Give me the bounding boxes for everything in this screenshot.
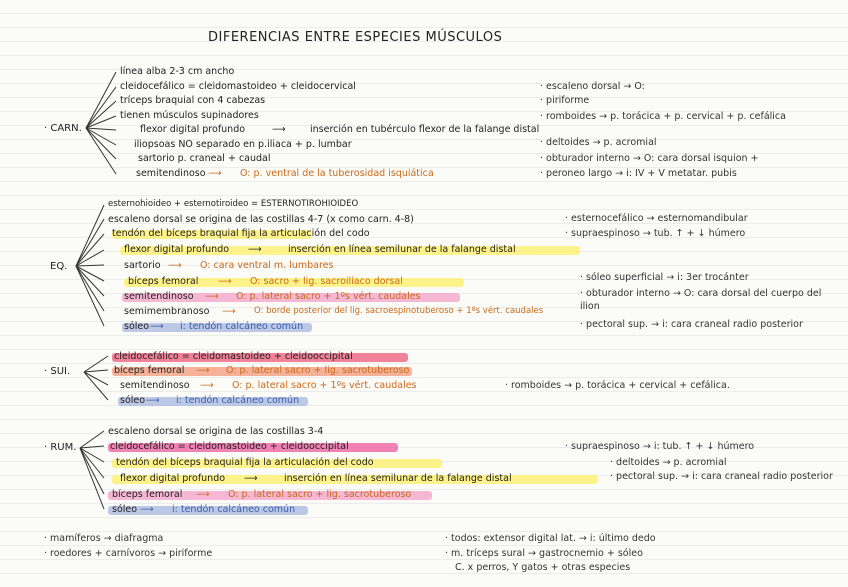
eq-side-note: · obturador interno → O: cara dorsal del cuerpo del ilion: [580, 288, 822, 312]
rum-line: flexor digital profundo: [120, 473, 226, 484]
eq-arrow: ⟶: [205, 291, 219, 302]
eq-arrow: ⟶: [150, 321, 164, 332]
sui-line: bíceps femoral: [114, 365, 185, 376]
rum-line: escaleno dorsal se origina de las costillas 3-4: [108, 426, 324, 437]
sui-line: sóleo: [120, 395, 146, 406]
rum-line: cleidocefálico = cleidomastoideo + cleidooccipital: [110, 441, 349, 452]
eq-line-detail: i: tendón calcáneo común: [180, 321, 304, 332]
rum-line-detail: inserción en línea semilunar de la falange distal: [284, 473, 512, 484]
rum-line: bíceps femoral: [112, 489, 183, 500]
carn-line: sartorio p. craneal + caudal: [138, 153, 271, 164]
eq-line: escaleno dorsal se origina de las costillas 4-7 (x como carn. 4-8): [108, 214, 414, 225]
carn-line: flexor digital profundo: [140, 124, 246, 135]
rum-side-note: · deltoides → p. acromial: [610, 457, 727, 468]
eq-arrow: ⟶: [248, 244, 262, 255]
section-label-carn: · CARN.: [44, 123, 82, 134]
section-label-eq: EQ.: [50, 261, 68, 272]
eq-line: semitendinoso: [124, 291, 194, 302]
page-title: DIFERENCIAS ENTRE ESPECIES MÚSCULOS: [208, 30, 503, 45]
carn-line: tríceps braquial con 4 cabezas: [120, 95, 266, 106]
sui-line: cleidocefálico = cleidomastoideo + cleidooccipital: [114, 351, 353, 362]
section-label-rum: · RUM.: [44, 442, 77, 453]
rum-arrow: ⟶: [244, 473, 258, 484]
eq-line: tendón del bíceps braquial fija la articulación del codo: [112, 228, 370, 239]
carn-side-note: · peroneo largo → i: IV + V metatar. pubis: [540, 168, 737, 179]
carn-line-detail: O: p. ventral de la tuberosidad isquiática: [240, 168, 434, 179]
sui-arrow: ⟶: [146, 395, 160, 406]
carn-line: línea alba 2-3 cm ancho: [120, 66, 235, 77]
eq-line-detail: O: p. lateral sacro + 1ºs vért. caudales: [236, 291, 421, 302]
eq-side-note: · pectoral sup. → i: cara craneal radio posterior: [580, 319, 803, 330]
rum-arrow: ⟶: [196, 489, 210, 500]
carn-side-note: · escaleno dorsal → O:: [540, 81, 645, 92]
bottom-note: · m. tríceps sural → gastrocnemio + sóleo: [445, 548, 643, 559]
sui-side-note: · romboides → p. torácica + cervical + cefálica.: [505, 380, 730, 391]
eq-line-detail: O: cara ventral m. lumbares: [200, 260, 334, 271]
carn-side-note: · romboides → p. torácica + p. cervical + p. cefálica: [540, 111, 786, 122]
eq-line: flexor digital profundo: [124, 244, 230, 255]
eq-line: semimembranoso: [124, 306, 210, 317]
bottom-note: · todos: extensor digital lat. → i: último dedo: [445, 533, 656, 544]
eq-side-note: · supraespinoso → tub. ↑ + ↓ húmero: [565, 228, 746, 239]
rum-side-note: · pectoral sup. → i: cara craneal radio posterior: [610, 471, 833, 482]
eq-line: sartorio: [124, 260, 161, 271]
carn-line: semitendinoso: [136, 168, 206, 179]
rum-line: sóleo: [112, 504, 138, 515]
carn-line: iliopsoas NO separado en p.iliaca + p. lumbar: [134, 139, 352, 150]
sui-line-detail: i: tendón calcáneo común: [176, 395, 300, 406]
bottom-note: · mamíferos → diafragma: [44, 533, 164, 544]
eq-line-detail: O: sacro + lig. sacroilíaco dorsal: [250, 276, 403, 287]
carn-arrow: ⟶: [208, 168, 222, 179]
carn-line: tienen músculos supinadores: [120, 110, 259, 121]
rum-arrow: ⟶: [140, 504, 154, 515]
sui-arrow: ⟶: [200, 380, 214, 391]
section-label-sui: · SUI.: [44, 366, 71, 377]
rum-line-detail: i: tendón calcáneo común: [172, 504, 296, 515]
bottom-note: C. x perros, Y gatos + otras especies: [455, 562, 631, 573]
carn-line: cleidocefálico = cleidomastoideo + cleidocervical: [120, 81, 356, 92]
carn-side-note: · deltoides → p. acromial: [540, 137, 657, 148]
sui-line: semitendinoso: [120, 380, 190, 391]
carn-arrow: ⟶: [272, 124, 286, 135]
eq-line-detail: O: borde posterior del lig. sacroespinotuberoso + 1ºs vért. caudales: [254, 306, 544, 316]
eq-line: sóleo: [124, 321, 150, 332]
sui-line-detail: O: p. lateral sacro + lig. sacrotuberoso: [226, 365, 410, 376]
rum-side-note: · supraespinoso → i: tub. ↑ + ↓ húmero: [565, 441, 755, 452]
rum-line-detail: O: p. lateral sacro + lig. sacrotuberoso: [228, 489, 412, 500]
sui-line-detail: O: p. lateral sacro + 1ºs vért. caudales: [232, 380, 417, 391]
carn-line-detail: inserción en tubérculo flexor de la falange distal: [310, 124, 540, 135]
eq-side-note: · sóleo superficial → i: 3er trocánter: [580, 272, 749, 283]
rum-line: tendón del bíceps braquial fija la articulación del codo: [116, 457, 374, 468]
sui-arrow: ⟶: [196, 365, 210, 376]
eq-line: bíceps femoral: [128, 276, 199, 287]
eq-side-note: · esternocefálico → esternomandibular: [565, 213, 748, 224]
eq-line: esternohioideo + esternotiroideo = ESTERNOTIROHIOIDEO: [108, 199, 359, 209]
carn-side-note: · obturador interno → O: cara dorsal isquion +: [540, 153, 759, 164]
carn-side-note: · piriforme: [540, 95, 590, 106]
bottom-note: · roedores + carnívoros → piriforme: [44, 548, 213, 559]
eq-line-detail: inserción en línea semilunar de la falange distal: [288, 244, 516, 255]
eq-arrow: ⟶: [218, 276, 232, 287]
eq-arrow: ⟶: [168, 260, 182, 271]
eq-arrow: ⟶: [222, 306, 236, 317]
